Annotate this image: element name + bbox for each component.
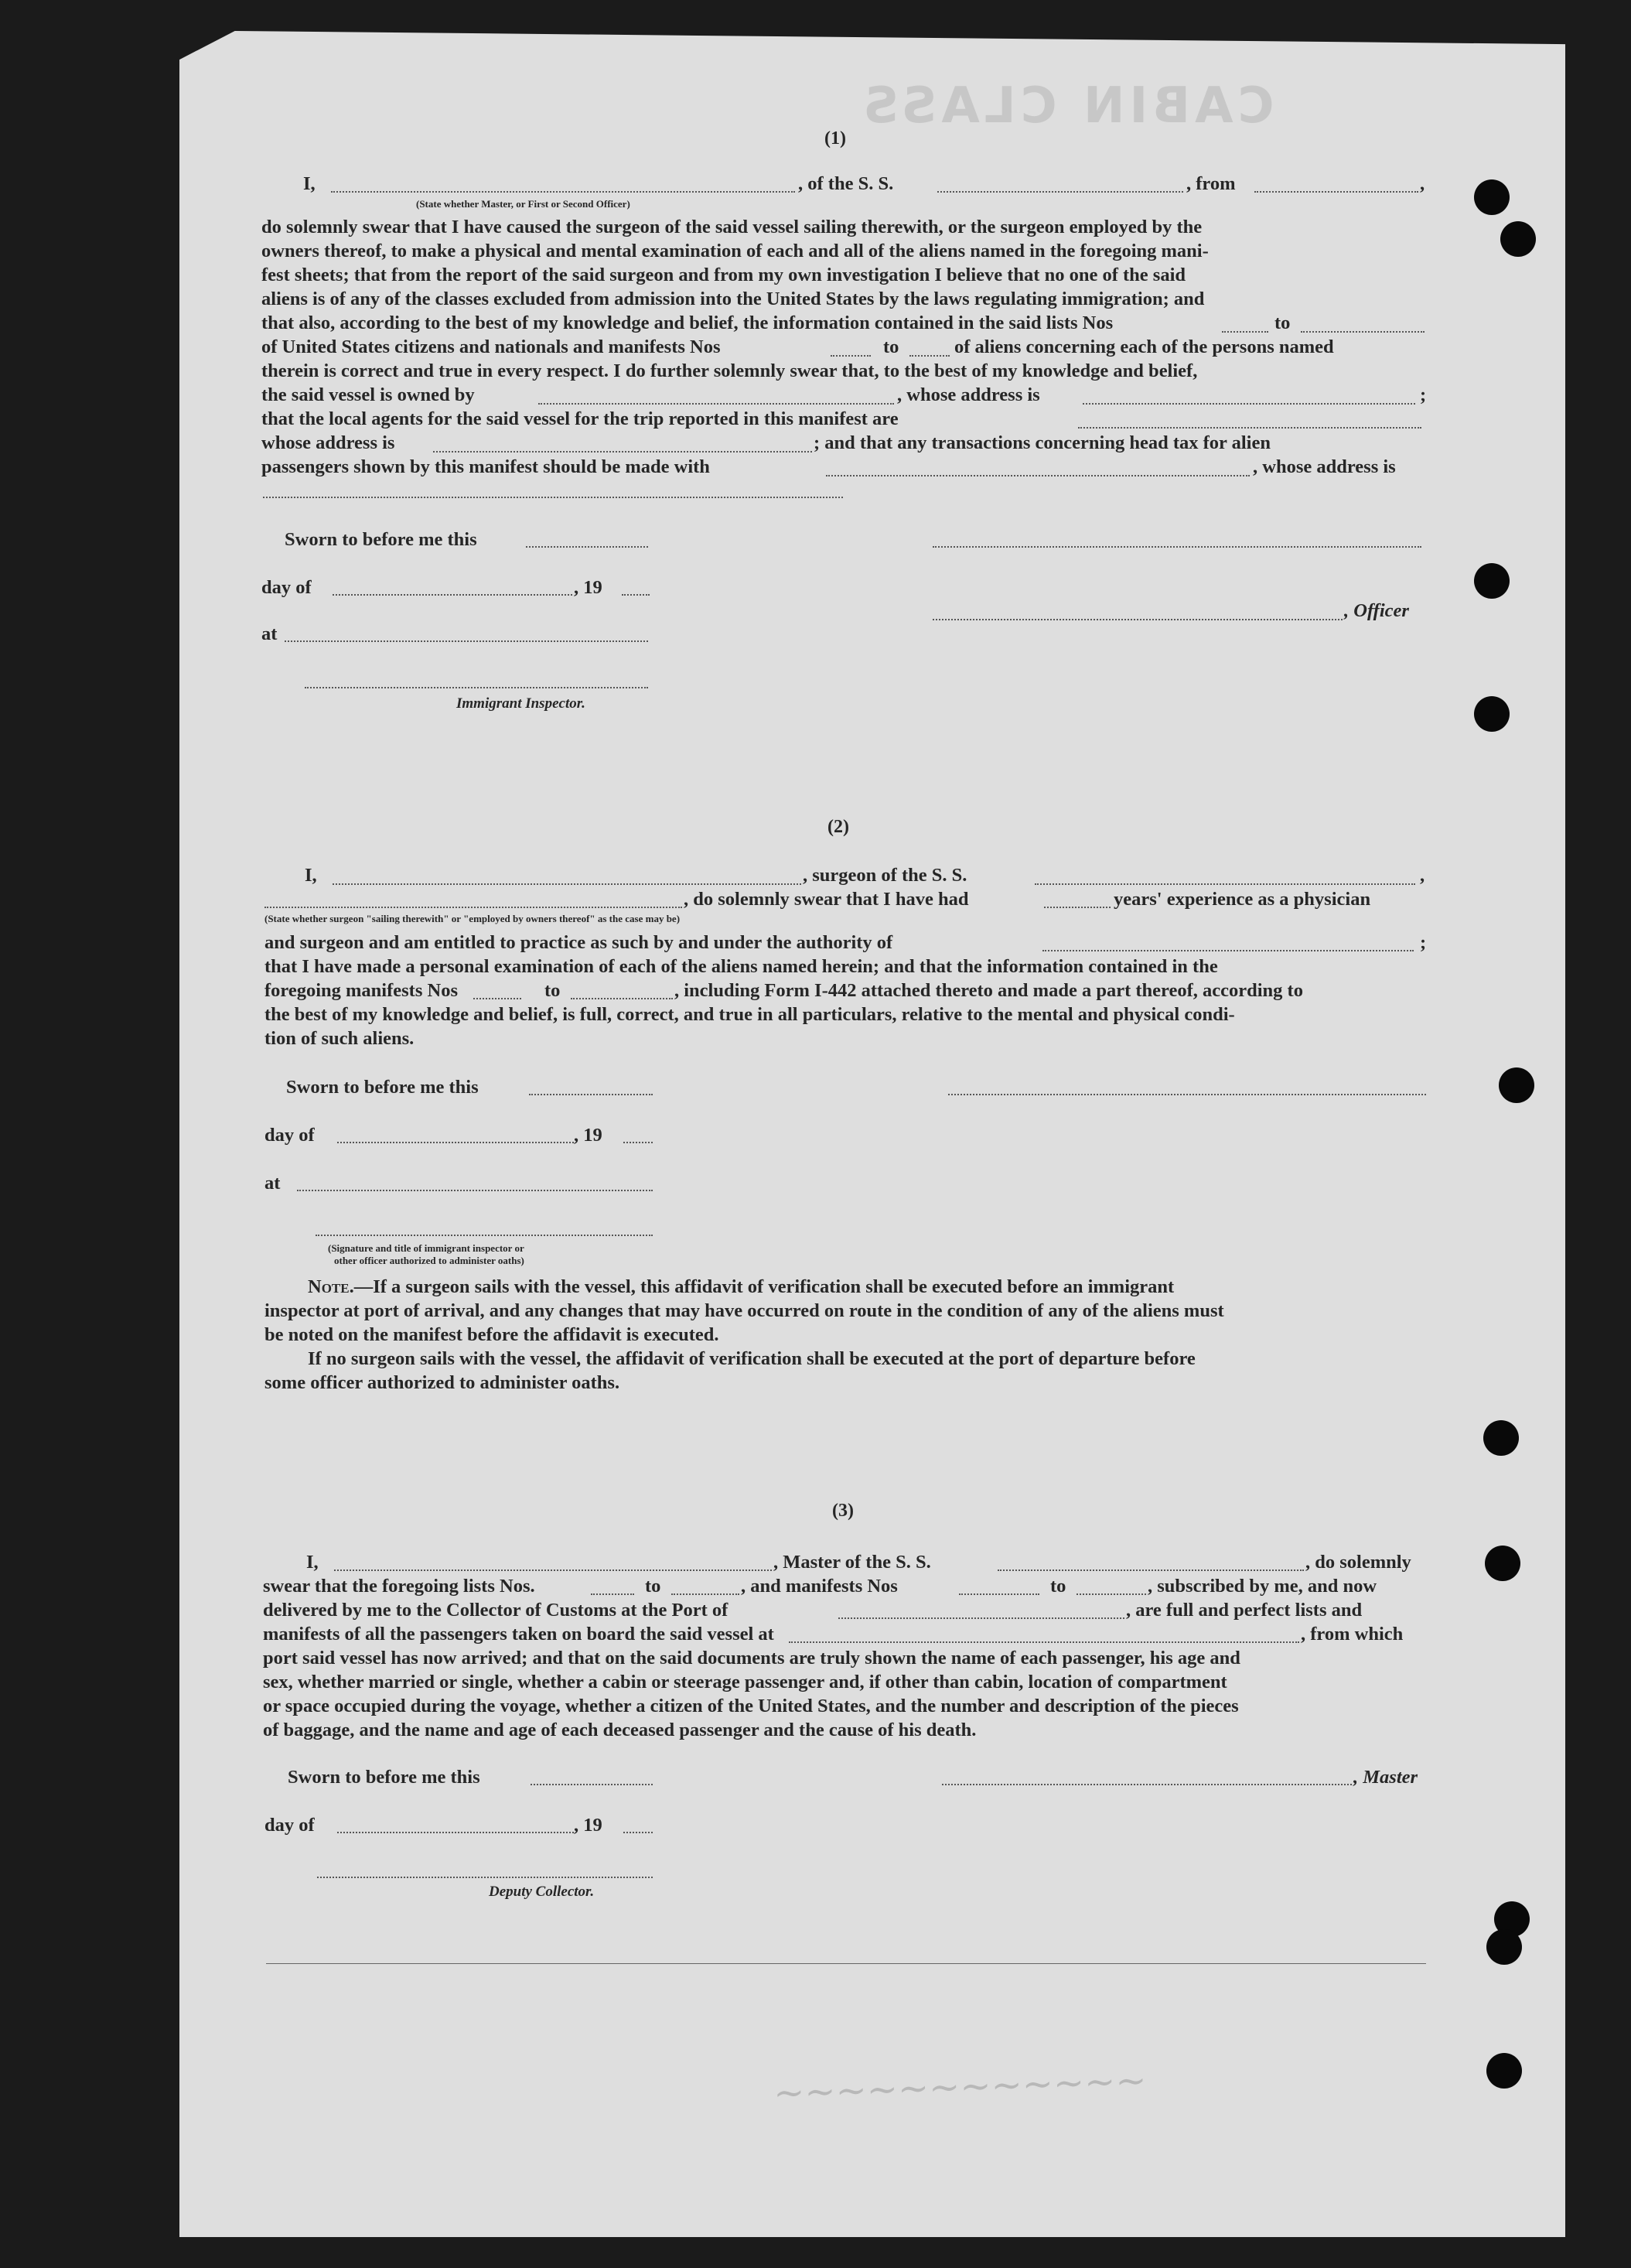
place-field[interactable]	[297, 1190, 653, 1191]
oath-text-line: port said vessel has now arrived; and that on the said documents are truly shown the name of each passenger, his age and	[263, 1648, 1240, 1669]
manifests-to-field[interactable]	[1077, 1593, 1146, 1595]
officer-name-field[interactable]	[933, 619, 1343, 620]
oath-text-line: of United States citizens and nationals and manifests Nos	[261, 336, 721, 357]
oath-text-line: passengers shown by this manifest should be made with	[261, 456, 710, 477]
place-field[interactable]	[285, 640, 648, 642]
owner-field[interactable]	[538, 403, 894, 405]
whose-address-label: whose address is	[261, 432, 395, 453]
inspector-signature-field[interactable]	[316, 1235, 653, 1236]
master-signature-field[interactable]	[942, 1784, 1352, 1785]
punch-hole	[1474, 696, 1510, 732]
owner-address-field[interactable]	[1083, 403, 1415, 405]
oath-text-line: , subscribed by me, and now	[1148, 1576, 1377, 1597]
oath-text-line: ; and that any transactions concerning head tax for alien	[814, 432, 1271, 453]
oath-text-line: , do solemnly swear that I have had	[684, 889, 969, 910]
oath-text-line: of baggage, and the name and age of each deceased passenger and the cause of his death.	[263, 1720, 977, 1740]
inspector-signature-field[interactable]	[305, 687, 648, 688]
caption-master: (State whether Master, or First or Second Officer)	[416, 198, 630, 210]
oath-i-label: I,	[303, 173, 316, 194]
punch-hole	[1500, 221, 1536, 257]
head-tax-agent-field[interactable]	[826, 475, 1250, 476]
oath-text-line: that the local agents for the said vessel for the trip reported in this manifest are	[261, 408, 899, 429]
oath-text-line: aliens is of any of the classes excluded from admission into the United States by the laws regulating immigration; and	[261, 289, 1205, 309]
to-label: to	[883, 336, 899, 357]
oath-text-line: delivered by me to the Collector of Customs at the Port of	[263, 1600, 728, 1621]
lists-to-field[interactable]	[1301, 331, 1425, 333]
sworn-label: Sworn to before me this	[286, 1077, 479, 1098]
oath-i-label: I,	[305, 865, 317, 886]
officer-signature-field[interactable]	[933, 546, 1421, 548]
caption-surgeon: (State whether surgeon "sailing therewith" or "employed by owners thereof" as the case may be)	[264, 913, 681, 924]
whose-address-label: , whose address is	[897, 384, 1040, 405]
surgeon-name-field[interactable]	[333, 883, 801, 885]
manifests-to-field[interactable]	[571, 998, 673, 999]
year-field[interactable]	[623, 1142, 653, 1143]
oath-text-line: therein is correct and true in every respect. I do further solemnly swear that, to the best of my knowledge and belief,	[261, 360, 1198, 381]
from-port-field[interactable]	[1254, 191, 1418, 193]
manifests-from-field[interactable]	[831, 355, 871, 357]
section-number-3: (3)	[832, 1501, 854, 1521]
master-ship-field[interactable]	[998, 1569, 1304, 1571]
to-label: to	[1050, 1576, 1066, 1597]
oath-text-line: fest sheets; that from the report of the said surgeon and from my own investigation I believe that no one of the said	[261, 265, 1186, 285]
at-label: at	[264, 1173, 281, 1194]
sworn-date-field[interactable]	[529, 1094, 653, 1095]
note-text-line: If no surgeon sails with the vessel, the affidavit of verification shall be executed at the port of departure before	[308, 1348, 1196, 1369]
month-field[interactable]	[333, 594, 572, 596]
from-label: , from	[1186, 173, 1236, 194]
punch-hole	[1486, 1929, 1522, 1965]
oath-text-line: that also, according to the best of my knowledge and belief, the information contained in the said lists Nos	[261, 313, 1114, 333]
of-ss-label: , of the S. S.	[798, 173, 894, 194]
punch-hole	[1483, 1420, 1519, 1456]
oath-text-line: , and manifests Nos	[741, 1576, 898, 1597]
lists-to-field[interactable]	[671, 1593, 739, 1595]
head-tax-address-field[interactable]	[263, 497, 843, 498]
punch-hole	[1474, 179, 1510, 215]
note-text-line: some officer authorized to administer oaths.	[264, 1372, 620, 1393]
oath-text-line: tion of such aliens.	[264, 1028, 415, 1049]
sworn-label: Sworn to before me this	[285, 529, 477, 550]
background-stamp: CABIN CLASS	[858, 77, 1274, 135]
manifests-from-field[interactable]	[959, 1593, 1039, 1595]
oath-text-line: and surgeon and am entitled to practice as such by and under the authority of	[264, 932, 893, 953]
to-label: to	[544, 980, 561, 1001]
oath-text-line: swear that the foregoing lists Nos.	[263, 1576, 535, 1597]
master-of-ss-label: , Master of the S. S.	[773, 1552, 931, 1573]
oath-text-line: sex, whether married or single, whether a cabin or steerage passenger and, if other than cabin, location of compartment	[263, 1672, 1227, 1692]
signature-caption: (Signature and title of immigrant inspector or	[328, 1242, 524, 1254]
surgeon-of-ss-label: , surgeon of the S. S.	[803, 865, 967, 886]
bottom-rule	[266, 1963, 1426, 1964]
oath-text-line: years' experience as a physician	[1114, 889, 1371, 910]
port-field[interactable]	[838, 1617, 1124, 1619]
oath-text-line: , including Form I-442 attached thereto and made a part thereof, according to	[674, 980, 1303, 1001]
oath-text-line: manifests of all the passengers taken on board the said vessel at	[263, 1624, 774, 1645]
faint-handwriting: ~~~~~~~~~~~~	[773, 2058, 1148, 2116]
punch-hole	[1485, 1546, 1520, 1581]
officer-label: , Officer	[1344, 600, 1409, 621]
note-text-line: be noted on the manifest before the affidavit is executed.	[264, 1324, 719, 1345]
owned-by-label: the said vessel is owned by	[261, 384, 475, 405]
years-experience-field[interactable]	[1044, 907, 1111, 908]
semicolon: ;	[1420, 932, 1427, 953]
oath-text-line: foregoing manifests Nos	[264, 980, 458, 1001]
sworn-date-field[interactable]	[526, 546, 648, 548]
punch-hole	[1486, 2053, 1522, 2089]
year-field[interactable]	[623, 1832, 653, 1833]
oath-text-line: , are full and perfect lists and	[1126, 1600, 1363, 1621]
semicolon: ;	[1420, 384, 1427, 405]
master-name-field[interactable]	[331, 191, 795, 193]
year-label: , 19	[574, 577, 602, 598]
month-field[interactable]	[337, 1832, 574, 1833]
sworn-date-field[interactable]	[531, 1784, 653, 1785]
day-of-label: day of	[261, 577, 312, 598]
whose-address-label: , whose address is	[1253, 456, 1396, 477]
master-name-field[interactable]	[334, 1569, 772, 1571]
year-label: , 19	[574, 1815, 602, 1836]
inspector-caption: Immigrant Inspector.	[456, 695, 585, 712]
oath-text-line: that I have made a personal examination of each of the aliens named herein; and that the information contained in the	[264, 956, 1218, 977]
surgeon-ship-field[interactable]	[1035, 883, 1415, 885]
boarding-port-field[interactable]	[789, 1641, 1299, 1643]
section-number-1: (1)	[824, 128, 846, 149]
comma: ,	[1420, 173, 1425, 194]
oath-i-label: I,	[306, 1552, 319, 1573]
note-label: Note.—If a surgeon sails with the vessel, this affidavit of verification shall be executed before an immigrant	[308, 1276, 1175, 1297]
lists-from-field[interactable]	[591, 1593, 634, 1595]
to-label: to	[645, 1576, 661, 1597]
local-agents-field[interactable]	[1078, 427, 1421, 429]
section-number-2: (2)	[827, 817, 849, 837]
lists-from-field[interactable]	[1222, 331, 1268, 333]
at-label: at	[261, 623, 278, 644]
surgeon-status-field[interactable]	[264, 907, 682, 908]
manifests-from-field[interactable]	[473, 998, 521, 999]
do-solemnly-label: , do solemnly	[1305, 1552, 1411, 1573]
ship-name-field[interactable]	[937, 191, 1183, 193]
master-label: , Master	[1353, 1767, 1418, 1788]
note-text-line: inspector at port of arrival, and any changes that may have occurred on route in the condition of any of the aliens must	[264, 1300, 1224, 1321]
month-field[interactable]	[337, 1142, 574, 1143]
authority-field[interactable]	[1042, 950, 1414, 951]
to-label: to	[1274, 313, 1291, 333]
oath-text-line: do solemnly swear that I have caused the surgeon of the said vessel sailing therewith, or the surgeon employed by the	[261, 217, 1203, 237]
agents-address-field[interactable]	[433, 451, 812, 453]
punch-hole	[1499, 1067, 1534, 1103]
year-label: , 19	[574, 1125, 602, 1146]
deputy-caption: Deputy Collector.	[489, 1884, 595, 1900]
punch-hole	[1474, 563, 1510, 599]
year-field[interactable]	[622, 594, 650, 596]
sworn-label: Sworn to before me this	[288, 1767, 480, 1788]
signature-caption: other officer authorized to administer oaths)	[334, 1255, 524, 1266]
comma: ,	[1420, 865, 1425, 886]
manifests-to-field[interactable]	[909, 355, 950, 357]
day-of-label: day of	[264, 1815, 315, 1836]
oath-text-line: the best of my knowledge and belief, is full, correct, and true in all particulars, relative to the mental and physical condi-	[264, 1004, 1235, 1025]
oath-text-line: owners thereof, to make a physical and mental examination of each and all of the aliens named in the foregoing mani-	[261, 241, 1209, 261]
deputy-signature-field[interactable]	[317, 1877, 653, 1878]
oath-text-line: or space occupied during the voyage, whether a citizen of the United States, and the number and description of the pieces	[263, 1696, 1239, 1716]
oath-text-line: of aliens concerning each of the persons named	[954, 336, 1334, 357]
surgeon-signature-field[interactable]	[948, 1094, 1426, 1095]
day-of-label: day of	[264, 1125, 315, 1146]
oath-text-line: , from which	[1301, 1624, 1404, 1645]
